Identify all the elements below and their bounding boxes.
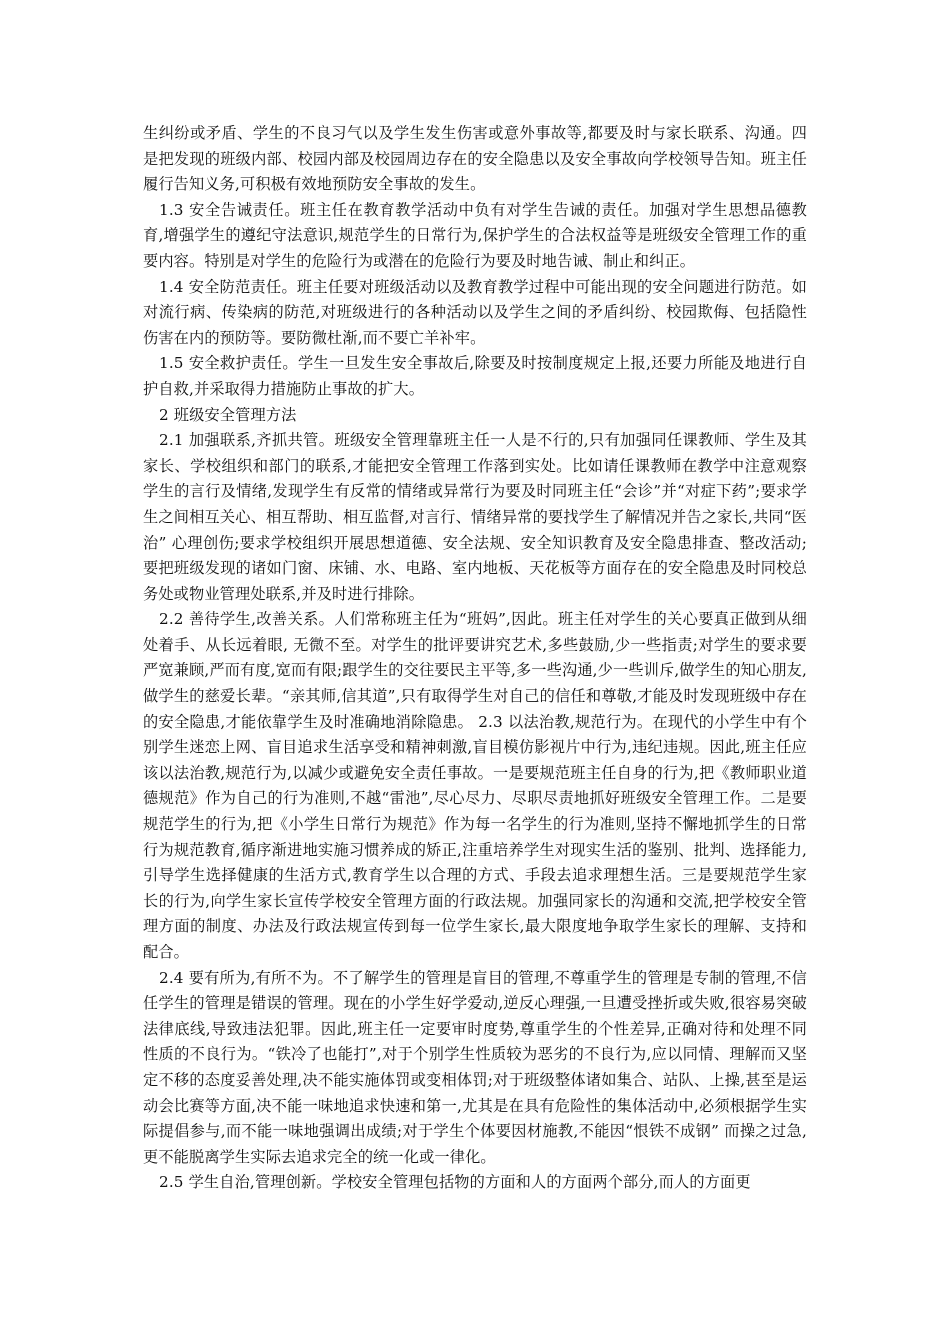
paragraph-2-5: 2.5 学生自治,管理创新。学校安全管理包括物的方面和人的方面两个部分,而人的方面更 — [159, 1173, 751, 1192]
paragraph-2-2: 2.2 善待学生,改善关系。人们常称班主任为“班妈”,因此。班主任对学生的关心要真正做到从细处着手、从长远着眼, 无微不至。对学生的批评要讲究艺术,多些鼓励,少一些指责;对学生的要求要严宽兼顾,严而有度,宽而有限;跟学生的交往要民主平等,多一些沟通,少一些训斥,做学生的知心朋友,做学生的慈爱长辈。“亲其师,信其道”,只有取得学生对自己的信任和尊敬,才能及时发现班级中存在的安全隐患,才能依靠学生及时准确地消除隐患。 2.3 以法治教,规范行为。在现代的小学生中有个别学生迷恋上网、盲目追求生活享受和精神刺激,盲目模仿影视片中行为,违纪违规。因此,班主任应该以法治教,规范行为,以减少或避免安全责任事故。一是要规范班主任自身的行为,把《教师职业道德规范》作为自己的行为准则,不越“雷池”,尽心尽力、尽职尽责地抓好班级安全管理工作。二是要规范学生的行为,把《小学生日常行为规范》作为每一名学生的行为准则,坚持不懈地抓学生的日常行为规范教育,循序渐进地实施习惯养成的矫正,注重培养学生对现实生活的鉴别、批判、选择能力,引导学生选择健康的生活方式,教育学生以合理的方式、手段去追求理想生活。三是要规范学生家长的行为,向学生家长宣传学校安全管理方面的行政法规。加强同家长的沟通和交流,把学校安全管理方面的制度、办法及行政法规宣传到每一位学生家长,最大限度地争取学生家长的理解、支持和配合。 — [143, 610, 807, 961]
paragraph-1-4: 1.4 安全防范责任。班主任要对班级活动以及教育教学过程中可能出现的安全问题进行防范。如对流行病、传染病的防范,对班级进行的各种活动以及学生之间的矛盾纠纷、校园欺侮、包括隐性伤害在内的预防等。要防微杜渐,而不要亡羊补牢。 — [143, 277, 807, 347]
paragraph-1-5: 1.5 安全救护责任。学生一旦发生安全事故后,除要及时按制度规定上报,还要力所能及地进行自护自救,并采取得力措施防止事故的扩大。 — [143, 354, 807, 398]
paragraph-1: 生纠纷或矛盾、学生的不良习气以及学生发生伤害或意外事故等,都要及时与家长联系、沟通。四是把发现的班级内部、校园内部及校园周边存在的安全隐患以及安全事故向学校领导告知。班主任履行告知义务,可积极有效地预防安全事故的发生。 — [143, 124, 807, 194]
paragraph-2-4: 2.4 要有所为,有所不为。不了解学生的管理是盲目的管理,不尊重学生的管理是专制的管理,不信任学生的管理是错误的管理。现在的小学生好学爱动,逆反心理强,一旦遭受挫折或失败,很容易突破法律底线,导致违法犯罪。因此,班主任一定要审时度势,尊重学生的个性差异,正确对待和处理不同性质的不良行为。“铁冷了也能打”,对于个别学生性质较为恶劣的不良行为,应以同情、理解而又坚定不移的态度妥善处理,决不能实施体罚或变相体罚;对于班级整体诸如集合、站队、上操,甚至是运动会比赛等方面,决不能一味地追求快速和第一,尤其是在具有危险性的集体活动中,必须根据学生实际提倡参与,而不能一味地强调出成绩;对于学生个体要因材施教,不能因“恨铁不成钢” 而操之过急,更不能脱离学生实际去追求完全的统一化或一律化。 — [143, 968, 807, 1166]
document-body — [143, 121, 807, 1196]
paragraph-1-3: 1.3 安全告诫责任。班主任在教育教学活动中负有对学生告诫的责任。加强对学生思想品德教育,增强学生的遵纪守法意识,规范学生的日常行为,保护学生的合法权益等是班级安全管理工作的重要内容。特别是对学生的危险行为或潜在的危险行为要及时地告诫、制止和纠正。 — [143, 200, 807, 270]
paragraph-2-1: 2.1 加强联系,齐抓共管。班级安全管理靠班主任一人是不行的,只有加强同任课教师、学生及其家长、学校组织和部门的联系,才能把安全管理工作落到实处。比如请任课教师在教学中注意观察学生的言行及情绪,发现学生有反常的情绪或异常行为要及时同班主任“会诊”并“对症下药”;要求学生之间相互关心、相互帮助、相互监督,对言行、情绪异常的要找学生了解情况并告之家长,共同“医治” 心理创伤;要求学校组织开展思想道德、安全法规、安全知识教育及安全隐患排查、整改活动;要把班级发现的诸如门窗、床铺、水、电路、室内地板、天花板等方面存在的安全隐患及时同校总务处或物业管理处联系,并及时进行排除。 — [143, 431, 807, 603]
section-heading-2: 2 班级安全管理方法 — [159, 405, 297, 424]
